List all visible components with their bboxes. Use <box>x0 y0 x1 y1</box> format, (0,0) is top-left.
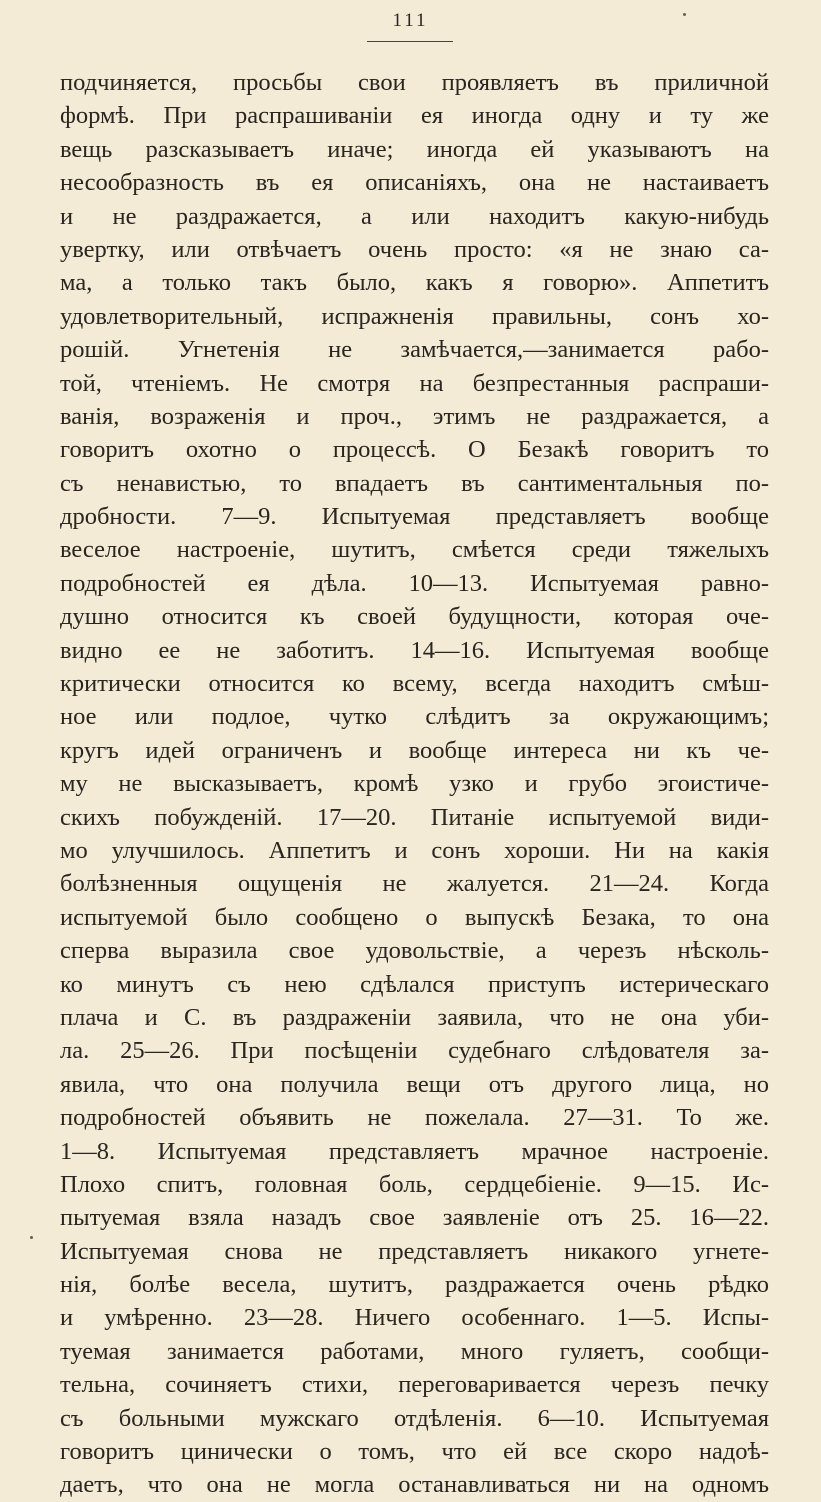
text-line: ванiя, возраженiя и проч., этимъ не раздражается, а <box>60 402 769 430</box>
text-line: ма, а только такъ было, какъ я говорю». Аппетитъ <box>60 269 769 297</box>
text-line: подробностей объявить не пожелала. 27—31. То же. <box>60 1104 769 1132</box>
text-line: мо улучшилось. Аппетитъ и сонъ хороши. Ни на какiя <box>60 836 769 864</box>
text-line: подчиняется, просьбы свои проявляетъ въ приличной <box>60 69 769 96</box>
text-line: пытуемая взяла назадъ свое заявленiе отъ 25. 16—22. <box>60 1204 769 1232</box>
text-line: испытуемой было сообщено о выпускѣ Безака, то она <box>60 903 769 931</box>
text-line: удовлетворительный, испражненiя правильны, сонъ хо- <box>60 302 769 330</box>
text-line: ла. 25—26. При посѣщенiи судебнаго слѣдователя за- <box>60 1037 769 1065</box>
text-line: ное или подлое, чутко слѣдитъ за окружающимъ; <box>60 703 769 731</box>
text-line: и не раздражается, а или находитъ какую-нибудь <box>60 202 769 230</box>
text-line: нiя, болѣе весела, шутитъ, раздражается очень рѣдко <box>60 1271 769 1299</box>
text-line: душно относится къ своей будущности, которая оче- <box>60 603 769 631</box>
text-line: рошiй. Угнетенiя не замѣчается,—занимается рабо- <box>60 336 769 364</box>
text-line: и умѣренно. 23—28. Ничего особеннаго. 1—5. Испы- <box>60 1304 769 1332</box>
text-line: вещь разсказываетъ иначе; иногда ей указываютъ на <box>60 135 769 163</box>
text-line: болѣзненныя ощущенiя не жалуется. 21—24. Когда <box>60 870 769 898</box>
text-line: 1—8. Испытуемая представляетъ мрачное настроенiе. <box>60 1137 769 1165</box>
text-line: увертку, или отвѣчаетъ очень просто: «я не знаю са- <box>60 235 769 263</box>
text-line: туемая занимается работами, много гуляетъ, сообщи- <box>60 1337 769 1365</box>
header-rule <box>367 41 453 42</box>
text-line: плача и С. въ раздраженiи заявила, что не она уби- <box>60 1003 769 1031</box>
text-line: говоритъ охотно о процессѣ. О Безакѣ говоритъ то <box>60 436 769 464</box>
text-line: тельна, сочиняетъ стихи, переговаривается черезъ печку <box>60 1371 769 1399</box>
text-line: Плохо спитъ, головная боль, сердцебiенiе. 9—15. Ис- <box>60 1170 769 1198</box>
text-line: подробностей ея дѣла. 10—13. Испытуемая равно- <box>60 569 769 597</box>
text-line: критически относится ко всему, всегда находитъ смѣш- <box>60 670 769 698</box>
page-number: 111 <box>392 10 429 31</box>
text-line: той, чтенiемъ. Не смотря на безпрестанныя распраши- <box>60 369 769 397</box>
text-line: скихъ побужденiй. 17—20. Питанiе испытуемой види- <box>60 803 769 831</box>
text-line: му не высказываетъ, кромѣ узко и грубо эгоистиче- <box>60 770 769 798</box>
text-line: формѣ. При распрашиванiи ея иногда одну и ту же <box>60 102 769 130</box>
text-line: дробности. 7—9. Испытуемая представляетъ вообще <box>60 503 769 531</box>
ink-speck <box>683 13 686 16</box>
text-line: несообразность въ ея описанiяхъ, она не настаиваетъ <box>60 169 769 197</box>
body-text <box>60 66 769 1502</box>
text-line: ко минутъ съ нею сдѣлался приступъ истерическаго <box>60 970 769 998</box>
text-line: Испытуемая снова не представляетъ никакого угнете- <box>60 1237 769 1265</box>
text-line: кругъ идей ограниченъ и вообще интереса ни къ че- <box>60 736 769 764</box>
text-line: видно ее не заботитъ. 14—16. Испытуемая вообще <box>60 636 769 664</box>
text-line: говоритъ цинически о томъ, что ей все скоро надоѣ- <box>60 1438 769 1466</box>
text-line: явила, что она получила вещи отъ другого лица, но <box>60 1070 769 1098</box>
text-line: съ больными мужскаго отдѣленiя. 6—10. Испытуемая <box>60 1404 769 1432</box>
text-line: сперва выразила свое удовольствiе, а черезъ нѣсколь- <box>60 937 769 965</box>
text-line: съ ненавистью, то впадаетъ въ сантиментальныя по- <box>60 469 769 497</box>
text-line: даетъ, что она не могла останавливаться ни на одномъ <box>60 1471 769 1499</box>
text-line: веселое настроенiе, шутитъ, смѣется среди тяжелыхъ <box>60 536 769 564</box>
ink-speck <box>30 1236 33 1239</box>
